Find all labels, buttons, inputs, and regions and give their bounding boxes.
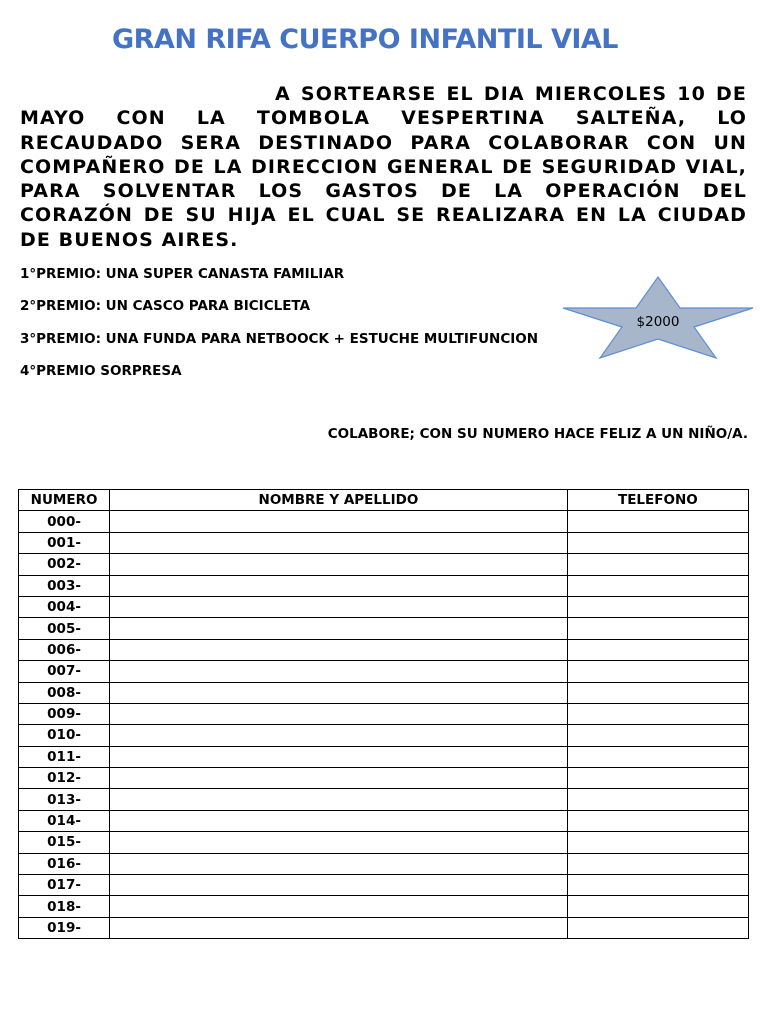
phone-cell[interactable] <box>567 596 748 617</box>
ticket-number: 010- <box>19 725 110 746</box>
ticket-number: 017- <box>19 875 110 896</box>
phone-cell[interactable] <box>567 810 748 831</box>
ticket-number: 019- <box>19 917 110 938</box>
prize-2: 2°PREMIO: UN CASCO PARA BICICLETA <box>20 298 311 315</box>
table-row <box>19 639 749 660</box>
table-row <box>19 810 749 831</box>
name-cell[interactable] <box>110 554 568 575</box>
name-cell[interactable] <box>110 917 568 938</box>
phone-cell[interactable] <box>567 853 748 874</box>
ticket-number: 000- <box>19 511 110 532</box>
table-row <box>19 917 749 938</box>
name-cell[interactable] <box>110 810 568 831</box>
name-cell[interactable] <box>110 746 568 767</box>
table-row <box>19 532 749 553</box>
ticket-number: 005- <box>19 618 110 639</box>
table-row <box>19 853 749 874</box>
name-cell[interactable] <box>110 618 568 639</box>
raffle-description: A SORTEARSE EL DIA MIERCOLES 10 DE MAYO CON LA TOMBOLA VESPERTINA SALTEÑA, LO RECAUDADO SERA DESTINADO PARA COLABORAR CON UN COMPAÑERO DE LA DIRECCION GENERAL DE SEGURIDAD VIAL, PARA SOLVENTAR LOS GASTOS DE LA OPERACIÓN DEL CORAZÓN DE SU HIJA EL CUAL SE REALIZARA EN LA CIUDAD DE BUENOS AIRES. <box>20 83 747 251</box>
name-cell[interactable] <box>110 532 568 553</box>
ticket-number: 011- <box>19 746 110 767</box>
name-cell[interactable] <box>110 832 568 853</box>
name-cell[interactable] <box>110 703 568 724</box>
ticket-number: 006- <box>19 639 110 660</box>
table-row <box>19 596 749 617</box>
prize-4: 4°PREMIO SORPRESA <box>20 362 182 379</box>
header-numero: NUMERO <box>19 490 110 511</box>
ticket-number: 008- <box>19 682 110 703</box>
name-cell[interactable] <box>110 725 568 746</box>
prize-3: 3°PREMIO: UNA FUNDA PARA NETBOOCK + ESTUCHE MULTIFUNCION <box>20 330 539 347</box>
table-row <box>19 768 749 789</box>
phone-cell[interactable] <box>567 725 748 746</box>
name-cell[interactable] <box>110 575 568 596</box>
table-row <box>19 746 749 767</box>
table-row <box>19 896 749 917</box>
ticket-number: 007- <box>19 661 110 682</box>
phone-cell[interactable] <box>567 575 748 596</box>
prize-1: 1°PREMIO: UNA SUPER CANASTA FAMILIAR <box>20 266 345 282</box>
table-row <box>19 832 749 853</box>
table-row <box>19 682 749 703</box>
table-row <box>19 618 749 639</box>
ticket-number: 012- <box>19 768 110 789</box>
phone-cell[interactable] <box>567 639 748 660</box>
name-cell[interactable] <box>110 789 568 810</box>
phone-cell[interactable] <box>567 875 748 896</box>
header-nombre: NOMBRE Y APELLIDO <box>110 490 568 511</box>
table-row <box>19 661 749 682</box>
name-cell[interactable] <box>110 896 568 917</box>
table-row <box>19 703 749 724</box>
phone-cell[interactable] <box>567 661 748 682</box>
table-row <box>19 875 749 896</box>
slogan-text: COLABORE; CON SU NUMERO HACE FELIZ A UN NIÑO/A. <box>327 426 748 442</box>
table-row <box>19 511 749 532</box>
name-cell[interactable] <box>110 768 568 789</box>
phone-cell[interactable] <box>567 532 748 553</box>
name-cell[interactable] <box>110 682 568 703</box>
name-cell[interactable] <box>110 661 568 682</box>
name-cell[interactable] <box>110 511 568 532</box>
phone-cell[interactable] <box>567 789 748 810</box>
ticket-number: 015- <box>19 832 110 853</box>
page-title: GRAN RIFA CUERPO INFANTIL VIAL <box>111 24 619 55</box>
raffle-table <box>18 489 749 939</box>
name-cell[interactable] <box>110 596 568 617</box>
ticket-number: 013- <box>19 789 110 810</box>
name-cell[interactable] <box>110 639 568 660</box>
ticket-number: 002- <box>19 554 110 575</box>
phone-cell[interactable] <box>567 511 748 532</box>
table-row <box>19 725 749 746</box>
ticket-number: 001- <box>19 532 110 553</box>
ticket-number: 016- <box>19 853 110 874</box>
table-row <box>19 554 749 575</box>
price-star-badge <box>562 276 754 360</box>
table-row <box>19 789 749 810</box>
ticket-number: 004- <box>19 596 110 617</box>
name-cell[interactable] <box>110 853 568 874</box>
phone-cell[interactable] <box>567 832 748 853</box>
phone-cell[interactable] <box>567 703 748 724</box>
ticket-number: 014- <box>19 810 110 831</box>
phone-cell[interactable] <box>567 618 748 639</box>
phone-cell[interactable] <box>567 746 748 767</box>
ticket-number: 009- <box>19 703 110 724</box>
ticket-number: 003- <box>19 575 110 596</box>
phone-cell[interactable] <box>567 554 748 575</box>
phone-cell[interactable] <box>567 917 748 938</box>
header-telefono: TELEFONO <box>567 490 748 511</box>
prize-list <box>20 264 580 393</box>
ticket-number: 018- <box>19 896 110 917</box>
table-header-row <box>19 490 749 511</box>
phone-cell[interactable] <box>567 896 748 917</box>
table-row <box>19 575 749 596</box>
phone-cell[interactable] <box>567 768 748 789</box>
name-cell[interactable] <box>110 875 568 896</box>
table-body <box>19 511 749 939</box>
price-label: $2000 <box>636 314 680 330</box>
phone-cell[interactable] <box>567 682 748 703</box>
